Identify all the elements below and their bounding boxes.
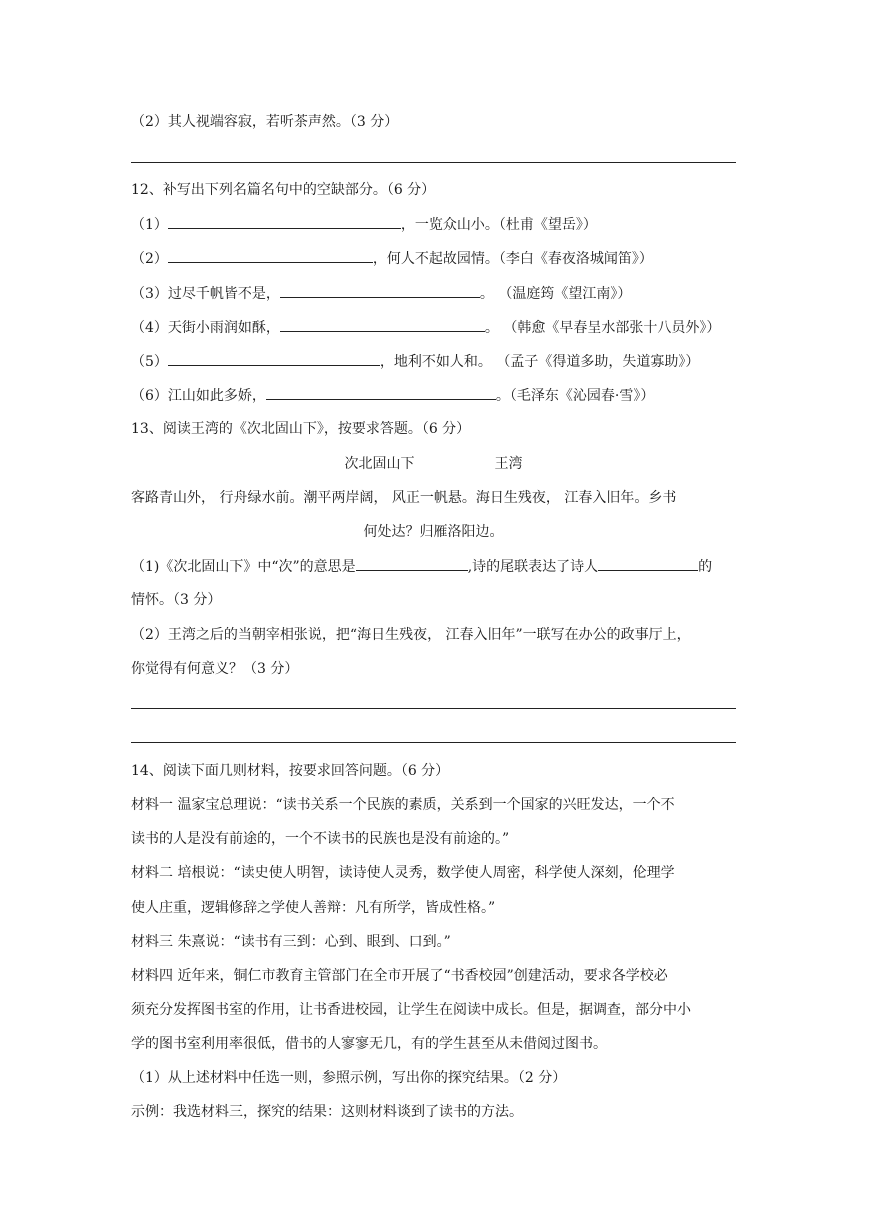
material-2: 材料二 培根说：“读史使人明智，读诗使人灵秀，数学使人周密，科学使人深刻，伦理学 (131, 865, 675, 881)
material-1: 材料一 温家宝总理说：“读书关系一个民族的素质，关系到一个国家的兴旺发达，一个不 (131, 797, 675, 813)
fill-blank[interactable] (168, 248, 373, 263)
material-2-cont: 使人庄重，逻辑修辞之学使人善辩：凡有所学，皆成性格。” (131, 900, 496, 916)
q12-item-4 (131, 317, 720, 338)
q13-sub-1-cont: 情怀。（3 分） (131, 592, 222, 608)
item-prefix: （1） (131, 217, 168, 233)
material-4-cont-2: 学的图书室利用率很低，借书的人寥寥无几，有的学生甚至从未借阅过图书。 (131, 1036, 607, 1052)
material-1-cont: 读书的人是没有前途的，一个不读书的民族也是没有前途的。” (131, 831, 510, 847)
item-prefix: （2） (131, 251, 168, 267)
q12-item-6 (131, 385, 654, 406)
poem-line-1: 客路青山外， 行舟绿水前。潮平两岸阔， 风正一帆悬。海日生残夜， 江春入旧年。乡书 (131, 490, 677, 506)
poem-author: 王湾 (494, 456, 523, 472)
q12-item-2 (131, 248, 653, 269)
item-prefix: （4）天街小雨润如酥， (131, 320, 280, 336)
fill-blank[interactable] (168, 214, 401, 229)
fill-blank[interactable] (168, 351, 380, 366)
item-suffix: 。 （韩愈《早春呈水部张十八员外》） (484, 320, 721, 336)
answer-line[interactable] (131, 162, 736, 163)
item-prefix: （3）过尽千帆皆不是， (131, 286, 280, 302)
q13-heading: 13、阅读王湾的《次北固山下》，按要求答题。（6 分） (131, 421, 471, 437)
item-prefix: （6）江山如此多娇， (131, 388, 266, 404)
material-3: 材料三 朱熹说：“读书有三到：心到、眼到、口到。” (131, 934, 451, 950)
q12-item-5 (131, 351, 699, 372)
item-suffix: ，地利不如人和。 （孟子《得道多助，失道寡助》） (379, 354, 700, 370)
q12-heading: 12、补写出下列名篇名句中的空缺部分。（6 分） (131, 182, 436, 198)
item-suffix: 。 （温庭筠《望江南》） (479, 286, 632, 302)
material-4-cont-1: 须充分发挥图书室的作用，让书香进校园，让学生在阅读中成长。但是，据调查，部分中小 (131, 1002, 691, 1018)
q14-sub-1: （1）从上述材料中任选一则，参照示例，写出你的探究结果。（2 分） (131, 1070, 567, 1086)
item-suffix: 。（毛泽东《沁园春·雪》） (495, 388, 655, 404)
q13-sub-1 (131, 556, 712, 577)
poem-line-2: 何处达？归雁洛阳边。 (363, 524, 504, 540)
fill-blank[interactable] (598, 556, 698, 571)
fill-blank[interactable] (356, 556, 468, 571)
fill-blank[interactable] (266, 385, 496, 400)
fill-blank[interactable] (280, 317, 485, 332)
q13-sub-2: （2）王湾之后的当朝宰相张说，把“海日生残夜， 江春入旧年”一联写在办公的政事厅上， (131, 627, 691, 643)
sub1-text-c: 的 (698, 559, 713, 575)
poem-title-line (131, 454, 736, 474)
q14-example: 示例：我选材料三，探究的结果：这则材料谈到了读书的方法。 (131, 1104, 523, 1120)
fill-blank[interactable] (280, 283, 480, 298)
sub1-text-a: （1)《次北固山下》中“次”的意思是 (131, 559, 356, 575)
q14-heading: 14、阅读下面几则材料，按要求回答问题。（6 分） (131, 763, 450, 779)
answer-line[interactable] (131, 708, 736, 709)
item-suffix: ，何人不起故园情。（李白《春夜洛城闻笛》） (372, 251, 653, 267)
q13-sub-2-cont: 你觉得有何意义？（3 分） (131, 661, 299, 677)
q11-item-2: （2）其人视端容寂，若听茶声然。（3 分） (131, 114, 399, 130)
q12-item-3 (131, 283, 631, 304)
answer-line[interactable] (131, 742, 736, 743)
q12-item-1 (131, 214, 597, 235)
item-suffix: ，一览众山小。（杜甫《望岳》） (400, 217, 597, 233)
material-4: 材料四 近年来，铜仁市教育主管部门在全市开展了“书香校园”创建活动，要求各学校必 (131, 968, 668, 984)
sub1-text-b: ,诗的尾联表达了诗人 (467, 559, 599, 575)
poem-title: 次北固山下 (344, 456, 415, 472)
item-prefix: （5） (131, 354, 168, 370)
